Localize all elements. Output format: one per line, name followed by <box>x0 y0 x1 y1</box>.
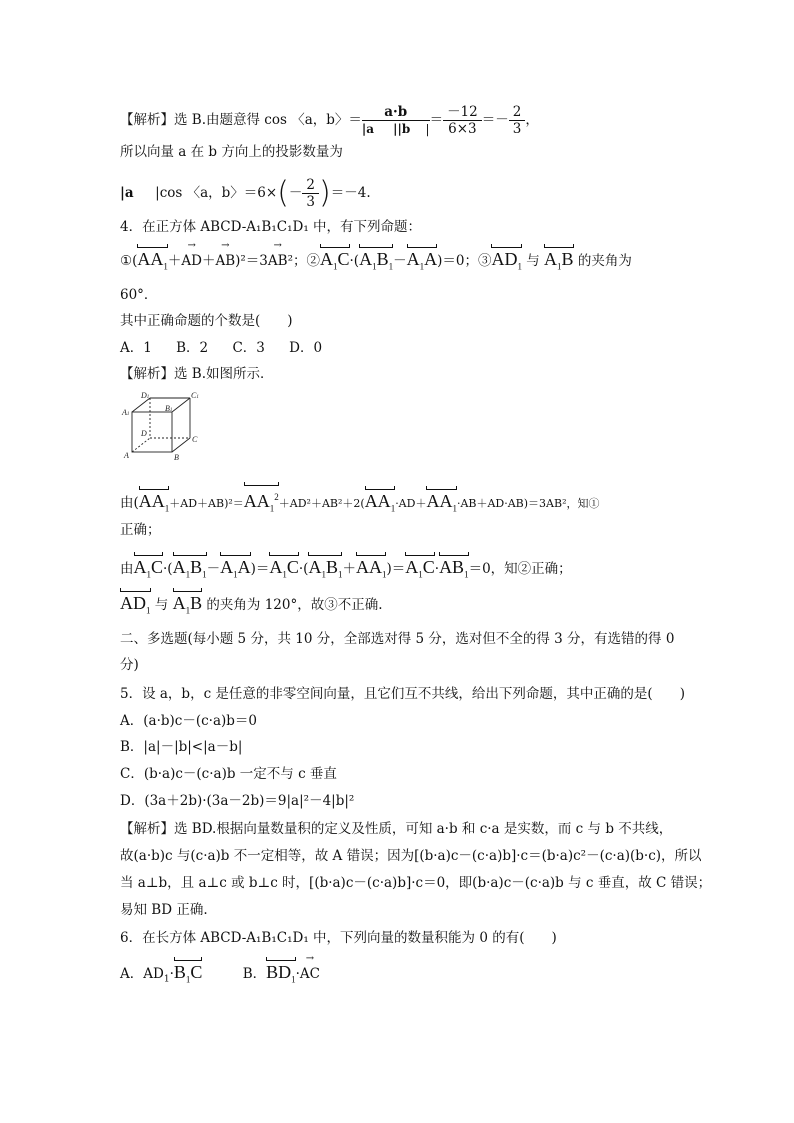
question-4-options <box>120 339 322 357</box>
q6-options: A．$AD_1\cdot$ $B_1C$ B． $BD_1\cdot\to$ AC <box>120 963 320 989</box>
solution-eq-2: 由 $A_1C\cdot$( $A_1B_1-$ $A_1A)=$ $A_1C\cdot$( $A_1B_1+$ $AA_1)=$ $A_1C\cdot$ $AB_1=0$，知②正确； <box>120 558 572 584</box>
text: |a <box>361 122 375 136</box>
q5-option-b: B．|a|－|b|<|a－b| <box>120 739 243 755</box>
q5-solution-line-2: 故(a·b)c 与(c·a)b 不一定相等，故 A 错误；因为[(b·a)c－(c·a)b]·c＝(b·a)c²－(c·a)(b·c)，所以 <box>120 848 702 864</box>
text: a·b <box>384 104 408 120</box>
option-d: D．0 <box>289 340 323 356</box>
q5-solution-line-1: 【解析】选 BD.根据向量数量积的定义及性质，可知 a·b 和 c·a 是实数，而 c 与 b 不共线， <box>120 821 673 837</box>
label-A: A <box>124 451 129 460</box>
q5-option-d: D．(3a＋2b)·(3a－2b)＝9|a|²－4|b|² <box>120 793 355 809</box>
solution-line-1 <box>120 104 539 137</box>
fraction: $\frac{2}{3}$ <box>509 104 526 137</box>
question-4-line2: 60°． <box>120 287 158 303</box>
question-4-propositions: ①( $AA_1+\to AD+\to AB)^2=3\to AB^2$；② $A_1C\cdot$( $A_1B_1-$ $A_1A)=0$；③ $AD_1$ 与 $A_1B$ 的夹角为 <box>120 250 632 276</box>
text: ||b <box>393 122 411 136</box>
option-a: A．1 <box>120 340 152 356</box>
q5-solution-line-3: 当 a⊥b，且 a⊥c 或 b⊥c 时，[(b·a)c－(c·a)b]·c＝0，即(b·a)c－(c·a)b 与 c 垂直，故 C 错误； <box>120 875 712 891</box>
section-2-heading: 二、多选题(每小题 5 分，共 10 分，全部选对得 5 分，选对但不全的得 3 分，有选错的得 0 <box>120 631 675 647</box>
text: ＝ <box>429 112 444 128</box>
question-5: 5．设 a，b，c 是任意的非零空间向量，且它们互不共线，给出下列命题，其中正确的是( ) <box>120 686 685 702</box>
question-4-solution: 【解析】选 B.如图所示． <box>120 366 274 382</box>
label-A1: A1 <box>122 408 130 417</box>
fraction: $\frac{-12}{6\times 3}$ <box>443 104 482 137</box>
section-2-heading-cont: 分) <box>120 657 139 673</box>
question-4-title: 4．在正方体 ABCD-A₁B₁C₁D₁ 中，有下列命题： <box>120 219 422 235</box>
option-b: B．2 <box>176 340 209 356</box>
label-B: B <box>174 453 179 462</box>
question-6: 6．在长方体 ABCD-A₁B₁C₁D₁ 中，下列向量的数量积能为 0 的有( ) <box>120 930 557 946</box>
label-D1: D1 <box>141 391 150 400</box>
text: |a <box>120 185 134 201</box>
text: ＝－4. <box>330 185 371 201</box>
solution-line-3: |a |cos 〈a，b〉＝6×(－ $\frac{2}{3}$ )＝－4. <box>120 175 371 211</box>
fraction: $\frac{2}{3}$ <box>302 177 319 210</box>
text: － <box>288 185 303 201</box>
solution-eq-3: $AD_1$ 与 $A_1B$ 的夹角为 120°，故③不正确. <box>120 594 383 620</box>
text: ， <box>525 112 539 128</box>
label-C1: C1 <box>191 391 199 400</box>
cube-figure <box>120 390 210 465</box>
text: |cos 〈a，b〉＝6× <box>155 185 278 201</box>
solution-eq-1b: 正确； <box>120 522 161 538</box>
solution-line-2: 所以向量 a 在 b 方向上的投影数量为 <box>120 144 343 160</box>
q5-solution-line-4: 易知 BD 正确. <box>120 902 208 918</box>
question-4-question: 其中正确命题的个数是( ) <box>120 313 293 329</box>
solution-eq-1: 由( $AA_1+AD+AB)^2=$ $AA_1^2+AD^2+AB^2+2$( $AA_1\cdot AD+$ $AA_1\cdot AB+AD\cdot AB)=3AB^2$，知① <box>120 488 600 518</box>
text: 【解析】选 B.由题意得 cos 〈a，b〉＝ <box>120 112 362 128</box>
fraction <box>362 104 430 137</box>
option-c: C．3 <box>232 340 265 356</box>
label-B1: B1 <box>165 404 173 413</box>
label-C: C <box>192 435 198 444</box>
text: | <box>425 122 430 136</box>
q5-option-a: A．(a·b)c－(c·a)b＝0 <box>120 713 257 729</box>
label-D: D <box>141 429 147 438</box>
text: ＝－ <box>481 112 509 128</box>
q5-option-c: C．(b·a)c－(c·a)b 一定不与 c 垂直 <box>120 766 337 782</box>
